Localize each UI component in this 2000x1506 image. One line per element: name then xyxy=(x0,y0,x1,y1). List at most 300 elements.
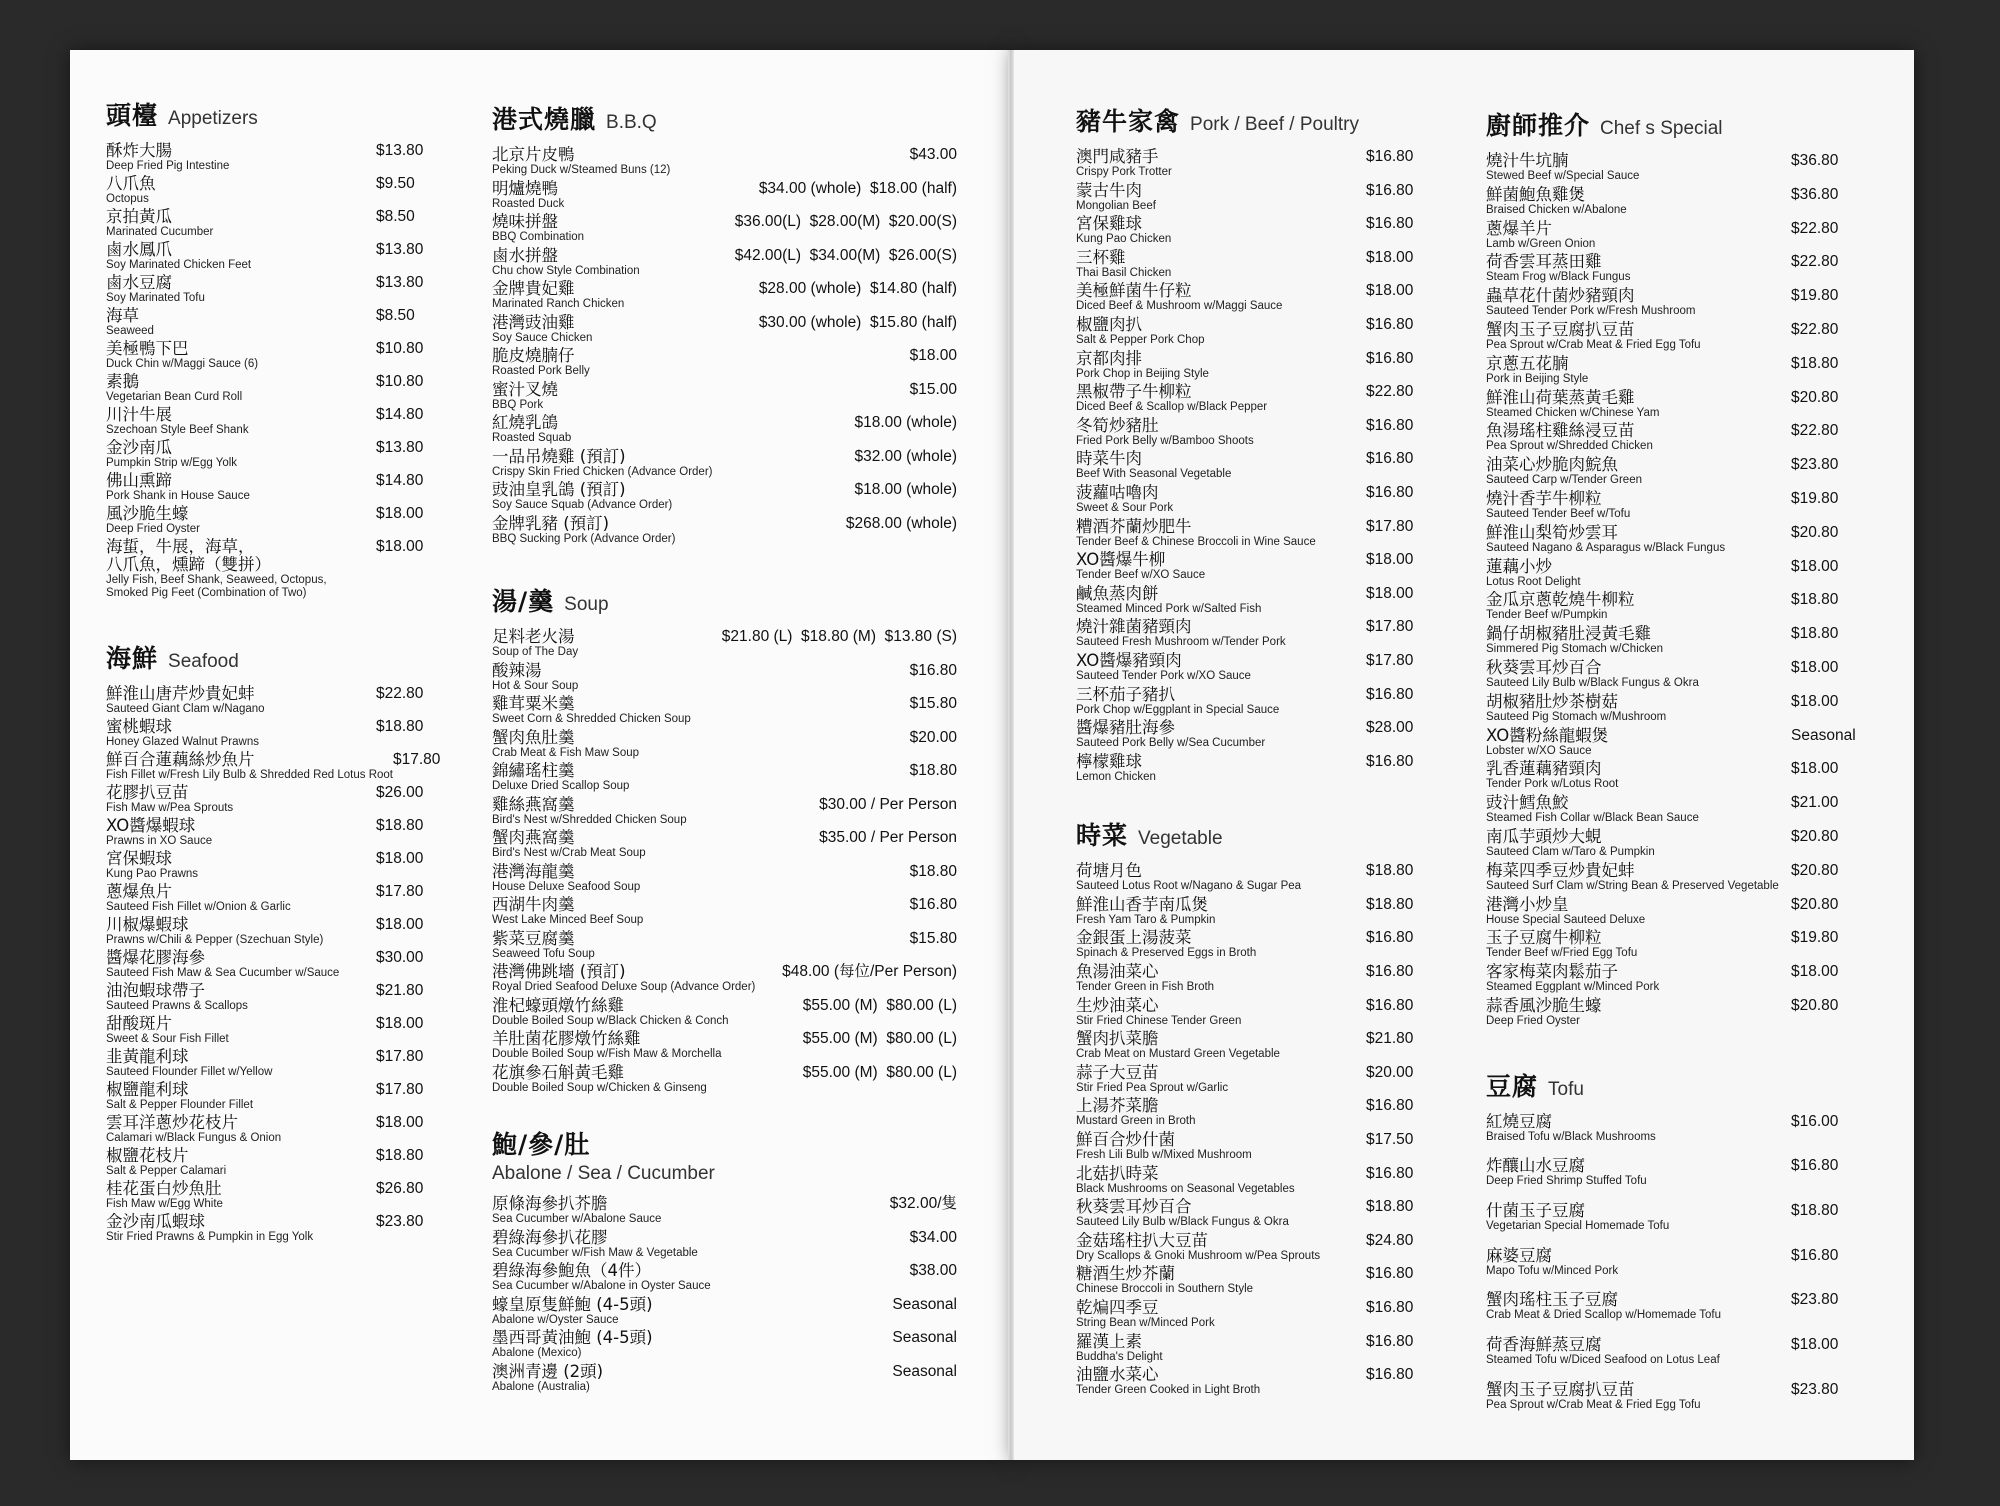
menu-item xyxy=(106,340,446,373)
menu-item-price: $34.00 (whole) $18.00 (half) xyxy=(758,179,957,197)
menu-item-english-name: Stir Fried Prawns & Pumpkin in Egg Yolk xyxy=(106,1230,314,1243)
menu-item xyxy=(106,1114,446,1147)
menu-item-chinese-name: 胡椒豬肚炒茶樹菇 xyxy=(1486,691,1618,711)
menu-item-price: $20.00 xyxy=(909,728,957,746)
menu-item xyxy=(492,796,957,830)
menu-item-price: $48.00 (每位/Per Person) xyxy=(782,963,957,980)
menu-item-price: $20.80 xyxy=(1791,996,1839,1014)
menu-item-english-name: Pork Chop w/Eggplant in Special Sauce xyxy=(1076,703,1280,716)
menu-item-names xyxy=(1486,524,1725,555)
menu-item-names xyxy=(1486,727,1608,758)
menu-item xyxy=(1486,997,1871,1031)
menu-item xyxy=(1076,316,1436,350)
menu-item-names xyxy=(106,307,154,338)
menu-item-english-name: Deep Fried Oyster xyxy=(106,523,200,535)
menu-item-chinese-name: 鹹魚蒸肉餅 xyxy=(1076,583,1159,603)
menu-item xyxy=(106,1048,446,1081)
menu-item-names xyxy=(492,1296,653,1327)
menu-item-chinese-name: 金沙南瓜蝦球 xyxy=(106,1211,205,1231)
menu-item-english-name: Diced Beef & Mushroom w/Maggi Sauce xyxy=(1076,300,1283,313)
menu-item-names xyxy=(1486,625,1663,656)
menu-item xyxy=(1486,1247,1871,1292)
menu-item-chinese-name: 一品吊燒雞 (預訂) xyxy=(492,446,626,466)
section-title-chinese: 豆腐 xyxy=(1486,1071,1539,1101)
menu-item-names xyxy=(1076,484,1173,515)
menu-item-price: $20.00 xyxy=(1366,1063,1414,1081)
menu-item-english-name: Tender Pork w/Lotus Root xyxy=(1486,778,1619,791)
menu-item-price: $16.80 xyxy=(1366,416,1414,434)
menu-item-chinese-name: 港灣小炒皇 xyxy=(1486,894,1569,914)
menu-item-price: $21.80 xyxy=(376,981,424,999)
menu-item-english-name: Buddha's Delight xyxy=(1076,1350,1163,1363)
menu-item-names xyxy=(492,997,729,1028)
menu-item-names xyxy=(492,1363,603,1394)
menu-item-english-name: Tender Beef & Chinese Broccoli in Wine Sauce xyxy=(1076,535,1316,548)
menu-item-english-name: Vegetarian Special Homemade Tofu xyxy=(1486,1220,1670,1233)
menu-item-chinese-name: 油泡蝦球帶子 xyxy=(106,980,205,1000)
menu-item-price: Seasonal xyxy=(892,1362,957,1380)
menu-item-chinese-name-line-2: 八爪魚，燻蹄（雙拼） xyxy=(106,555,271,574)
menu-item xyxy=(1486,625,1871,659)
menu-item-names xyxy=(1076,1097,1196,1128)
menu-item-names xyxy=(1486,321,1701,352)
menu-item-chinese-name: 紅燒豆腐 xyxy=(1486,1111,1552,1131)
menu-item-price: $16.80 xyxy=(1366,1299,1414,1316)
menu-item-english-name: Bird's Nest w/Shredded Chicken Soup xyxy=(492,813,687,826)
menu-item-chinese-name: 乾煸四季豆 xyxy=(1076,1298,1159,1317)
menu-item-chinese-name: 花旗參石斛黃毛雞 xyxy=(492,1062,624,1082)
menu-item-chinese-name: 秋葵雲耳炒百合 xyxy=(1076,1197,1192,1217)
menu-item-chinese-name: 椒鹽花枝片 xyxy=(106,1145,189,1165)
menu-item-chinese-name: 南瓜芋頭炒大蜆 xyxy=(1486,826,1602,846)
menu-item xyxy=(492,896,957,930)
menu-item-price: $18.00 xyxy=(376,849,424,867)
menu-item xyxy=(492,247,957,281)
menu-item-price: $18.80 xyxy=(1791,591,1839,609)
menu-item-chinese-name: 川椒爆蝦球 xyxy=(106,914,189,934)
menu-item-chinese-name: 蓮藕小炒 xyxy=(1486,556,1552,576)
menu-item-english-name: Tender Beef w/Fried Egg Tofu xyxy=(1486,947,1638,960)
menu-item-chinese-name: 港灣豉油雞 xyxy=(492,312,575,332)
menu-item-price: $268.00 (whole) xyxy=(845,514,957,532)
menu-item-price: $14.80 xyxy=(376,406,424,423)
menu-item-price: $17.80 xyxy=(1366,651,1414,669)
menu-item-english-name: Soy Marinated Tofu xyxy=(106,292,205,304)
menu-item xyxy=(106,916,446,949)
menu-item-price: $16.80 xyxy=(1366,450,1414,468)
menu-item-english-name: Sauteed Tender Beef w/Tofu xyxy=(1486,507,1631,520)
menu-item-chinese-name: 明爐燒鴨 xyxy=(492,178,558,198)
menu-item xyxy=(1076,585,1436,619)
menu-item xyxy=(106,949,446,982)
section-heading xyxy=(1486,1067,1871,1103)
section-title-chinese: 豬牛家禽 xyxy=(1076,107,1181,136)
menu-item xyxy=(1076,551,1436,585)
menu-item-names xyxy=(492,1229,698,1260)
menu-item-english-name: Fresh Lili Bulb w/Mixed Mushroom xyxy=(1076,1149,1252,1162)
menu-item-chinese-name: 冬筍炒豬肚 xyxy=(1076,415,1159,435)
menu-item xyxy=(492,1229,957,1263)
menu-item-english-name: Seaweed xyxy=(106,325,154,337)
menu-item-price: $16.80 xyxy=(1366,996,1414,1014)
menu-item-chinese-name: 韭黃龍利球 xyxy=(106,1046,189,1066)
section-title-english: Soup xyxy=(564,594,609,615)
section-heading xyxy=(106,96,446,132)
menu-item-names xyxy=(1076,753,1156,784)
menu-item-names xyxy=(1076,551,1205,582)
menu-item xyxy=(106,406,446,439)
menu-section xyxy=(492,582,957,1097)
menu-item xyxy=(1076,1165,1436,1199)
menu-item-english-name: Tender Beef w/XO Sauce xyxy=(1076,569,1206,582)
menu-item-price: $18.00 xyxy=(376,505,424,522)
menu-item xyxy=(492,729,957,763)
menu-item-english-name: Lotus Root Delight xyxy=(1486,575,1581,588)
menu-item xyxy=(1076,249,1436,283)
menu-item-english-name: Sauteed Pig Stomach w/Mushroom xyxy=(1486,710,1667,723)
menu-item-price: $16.80 xyxy=(1366,685,1414,703)
menu-item-chinese-name: 鹵水豆腐 xyxy=(106,273,172,292)
menu-item-english-name: Crab Meat & Dried Scallop w/Homemade Tofu xyxy=(1486,1309,1722,1322)
menu-item-english-name: Black Mushrooms on Seasonal Vegetables xyxy=(1076,1182,1295,1195)
menu-item xyxy=(1076,896,1436,930)
menu-item-names xyxy=(1076,1064,1228,1095)
menu-item-english-name: Deep Fried Shrimp Stuffed Tofu xyxy=(1486,1175,1647,1188)
section-title-english: Abalone / Sea / Cucumber xyxy=(492,1163,715,1184)
menu-item-english-name: Honey Glazed Walnut Prawns xyxy=(106,735,259,748)
menu-item-price: $18.00 xyxy=(1791,658,1839,676)
menu-item-english-name: Pea Sprout w/Crab Meat & Fried Egg Tofu xyxy=(1486,1398,1701,1411)
menu-item xyxy=(1486,828,1871,862)
menu-item-english-name: Pumpkin Strip w/Egg Yolk xyxy=(106,457,238,469)
menu-item-price: $28.00 xyxy=(1366,719,1414,737)
menu-item xyxy=(106,538,446,601)
menu-item-names xyxy=(1076,719,1265,750)
menu-item-price: $17.80 xyxy=(376,1047,424,1065)
menu-item-english-name: Double Boiled Soup w/Chicken & Ginseng xyxy=(492,1081,707,1094)
menu-item xyxy=(106,784,446,817)
menu-item-english-name: Calamari w/Black Fungus & Onion xyxy=(106,1131,282,1144)
menu-item-english-name: Marinated Ranch Chicken xyxy=(492,298,625,310)
menu-item xyxy=(106,472,446,505)
menu-item-price: $21.80 xyxy=(1366,1030,1414,1048)
menu-item-english-name: Mapo Tofu w/Minced Pork xyxy=(1486,1264,1619,1277)
menu-item-price: $16.00 xyxy=(1791,1112,1839,1130)
menu-item-names xyxy=(106,340,258,371)
menu-item-english-name: Soy Sauce Chicken xyxy=(492,331,593,344)
menu-item-english-name: Braised Chicken w/Abalone xyxy=(1486,203,1627,216)
menu-item-names xyxy=(1076,652,1251,683)
menu-item-english-name: Crispy Pork Trotter xyxy=(1076,166,1172,178)
menu-item-price: $16.80 xyxy=(1366,752,1414,770)
menu-item-english-name: Steamed Fish Collar w/Black Bean Sauce xyxy=(1486,812,1699,825)
menu-item-chinese-name: 甜酸斑片 xyxy=(106,1013,172,1033)
menu-item-names xyxy=(492,896,643,927)
menu-item-english-name: Bird's Nest w/Crab Meat Soup xyxy=(492,847,646,859)
menu-item-price: $36.80 xyxy=(1791,185,1839,203)
menu-item-price: $55.00 (M) $80.00 (L) xyxy=(802,1030,957,1047)
menu-item-english-name: West Lake Minced Beef Soup xyxy=(492,914,644,926)
menu-item-chinese-name: 金牌貴妃雞 xyxy=(492,279,575,298)
menu-item xyxy=(492,213,957,247)
menu-item xyxy=(1486,558,1871,592)
menu-item-names xyxy=(492,729,639,760)
menu-item-english-name: Abalone w/Oyster Sauce xyxy=(492,1313,619,1326)
menu-item-names xyxy=(1076,249,1171,280)
menu-item xyxy=(106,505,446,538)
menu-item-chinese-name: 金沙南瓜 xyxy=(106,438,172,457)
menu-item-english-name: Pea Sprout w/Crab Meat & Fried Egg Tofu xyxy=(1486,338,1701,351)
menu-item-english-name: Salt & Pepper Flounder Fillet xyxy=(106,1098,254,1111)
menu-item-chinese-name: 蜜桃蝦球 xyxy=(106,716,172,736)
menu-item-price: $18.80 xyxy=(1791,354,1839,372)
menu-item xyxy=(1486,794,1871,828)
menu-item xyxy=(1076,929,1436,963)
menu-item-price: $10.80 xyxy=(376,340,424,357)
menu-section xyxy=(1486,106,1871,1031)
menu-item-names xyxy=(1076,1131,1252,1162)
menu-item-english-name: Mongolian Beef xyxy=(1076,199,1156,212)
menu-item-chinese-name: 桂花蛋白炒魚肚 xyxy=(106,1178,222,1198)
menu-item-chinese-name: 魚湯油菜心 xyxy=(1076,962,1159,982)
section-title-english: Chef s Special xyxy=(1600,118,1723,139)
menu-item-chinese-name: 八爪魚 xyxy=(106,174,156,193)
menu-item-english-name: Jelly Fish, Beef Shank, Seaweed, Octopus, xyxy=(106,574,327,586)
menu-item-english-name: Prawns in XO Sauce xyxy=(106,834,213,847)
menu-item-names xyxy=(1486,591,1635,622)
menu-item-english-name: Sauteed Surf Clam w/String Bean & Preserved Vegetable xyxy=(1486,879,1779,892)
menu-item xyxy=(492,628,957,662)
menu-item-english-name: Beef With Seasonal Vegetable xyxy=(1076,468,1232,481)
menu-item-names xyxy=(492,1195,661,1226)
section-title-chinese: 時菜 xyxy=(1076,821,1129,851)
menu-item-names xyxy=(106,982,248,1013)
menu-item-price: $18.00 (whole) xyxy=(854,481,957,498)
menu-item-price: $13.80 xyxy=(376,142,424,159)
menu-item-names xyxy=(106,505,200,536)
menu-item-english-name: Soy Marinated Chicken Feet xyxy=(106,259,252,271)
menu-item-chinese-name: 海草 xyxy=(106,306,139,325)
menu-item-price: $18.00 xyxy=(1791,760,1839,778)
menu-item xyxy=(1486,389,1871,423)
menu-item-price: $15.80 xyxy=(909,695,957,712)
menu-item xyxy=(492,1329,957,1363)
menu-item-chinese-name: 碧綠海參扒花膠 xyxy=(492,1227,608,1247)
menu-item-chinese-name: 美極鴨下巴 xyxy=(106,339,189,358)
menu-item-price: $18.80 xyxy=(909,862,957,880)
menu-item-price: $22.80 xyxy=(1366,383,1414,401)
menu-item-names xyxy=(106,142,229,173)
menu-section xyxy=(1076,816,1436,1400)
menu-item-price: $20.80 xyxy=(1791,523,1839,541)
menu-item-english-name: Stir Fried Pea Sprout w/Garlic xyxy=(1076,1081,1229,1094)
section-heading xyxy=(492,582,957,618)
menu-item-english-name: Hot & Sour Soup xyxy=(492,679,579,692)
menu-item-chinese-name: 風沙脆生蠔 xyxy=(106,504,189,523)
menu-item-names xyxy=(1076,585,1261,616)
menu-item-chinese-name: 金瓜京蔥乾燒牛柳粒 xyxy=(1486,590,1635,610)
menu-item xyxy=(1076,1366,1436,1400)
menu-item-english-name: Sauteed Prawns & Scallops xyxy=(106,999,248,1012)
menu-item xyxy=(1076,518,1436,552)
menu-item-chinese-name: XO醬爆蝦球 xyxy=(106,815,196,835)
menu-item-english-name: Sauteed Tender Pork w/XO Sauce xyxy=(1076,669,1251,682)
menu-item-price: $42.00(L) $34.00(M) $26.00(S) xyxy=(734,246,957,264)
menu-item-english-name: Stir Fried Chinese Tender Green xyxy=(1076,1014,1242,1027)
section-heading xyxy=(492,100,957,136)
menu-item-price: $23.80 xyxy=(376,1212,424,1230)
menu-item-names xyxy=(1486,152,1639,183)
menu-item xyxy=(1486,963,1871,997)
menu-item-chinese-name: 美極鮮菌牛仔粒 xyxy=(1076,281,1192,301)
menu-item xyxy=(106,373,446,406)
menu-item-chinese-name: 紅燒乳鴿 xyxy=(492,413,558,432)
menu-item-chinese-name: 菠蘿咕嚕肉 xyxy=(1076,482,1159,502)
menu-item-chinese-name: 澳洲青邊 (2頭) xyxy=(492,1361,604,1381)
menu-item-names xyxy=(492,347,590,378)
menu-item-english-name: Thai Basil Chicken xyxy=(1076,266,1172,279)
menu-item-price: $16.80 xyxy=(909,661,957,679)
menu-item-price: $16.80 xyxy=(1791,1246,1839,1264)
menu-item-english-name: Abalone (Australia) xyxy=(492,1380,590,1393)
menu-item-chinese-name: 西湖牛肉羹 xyxy=(492,895,575,914)
menu-item-english-name: Tender Green in Fish Broth xyxy=(1076,981,1215,994)
menu-item-names xyxy=(1076,1265,1253,1296)
menu-item-names xyxy=(1486,1157,1647,1188)
menu-item-chinese-name: 燒汁牛坑腩 xyxy=(1486,151,1569,170)
menu-item xyxy=(106,751,446,784)
menu-item-chinese-name: 羊肚菌花膠燉竹絲雞 xyxy=(492,1029,641,1048)
menu-item xyxy=(492,146,957,180)
menu-item-english-name: Sauteed Tender Pork w/Fresh Mushroom xyxy=(1486,305,1696,318)
menu-item-names xyxy=(106,718,259,749)
menu-item-chinese-name: 海蜇，牛展，海草， xyxy=(106,537,255,556)
menu-item-names xyxy=(492,1329,653,1360)
menu-item-chinese-name: 金銀蛋上湯菠菜 xyxy=(1076,928,1192,948)
menu-item-price: $22.80 xyxy=(1791,320,1839,338)
menu-item-english-name: Lobster w/XO Sauce xyxy=(1486,744,1592,757)
menu-item xyxy=(106,175,446,208)
menu-item-english-name: Octopus xyxy=(106,193,149,205)
section-heading xyxy=(492,1125,957,1185)
menu-item-price: $26.80 xyxy=(376,1179,424,1197)
menu-item xyxy=(1486,220,1871,254)
menu-item-names xyxy=(106,949,339,980)
menu-item-names xyxy=(492,628,578,659)
menu-item-chinese-name: 豉油皇乳鴿 (預訂) xyxy=(492,480,626,499)
menu-item-price: $18.80 xyxy=(376,717,424,735)
menu-item-price: $18.00 xyxy=(909,347,957,364)
menu-item xyxy=(492,481,957,515)
menu-item xyxy=(1486,1291,1871,1336)
menu-item-names xyxy=(1486,253,1630,284)
menu-item-names xyxy=(1076,686,1279,717)
menu-item-names xyxy=(1486,1247,1618,1278)
menu-section xyxy=(1486,1067,1871,1426)
menu-item xyxy=(1486,862,1871,896)
menu-item xyxy=(1076,1299,1436,1333)
menu-item-names xyxy=(492,762,629,793)
menu-item-chinese-name: 糖酒生炒芥蘭 xyxy=(1076,1264,1175,1284)
menu-item-price: $13.80 xyxy=(376,274,424,291)
menu-item xyxy=(1076,1265,1436,1299)
menu-item-english-name: Double Boiled Soup w/Black Chicken & Conch xyxy=(492,1014,729,1027)
menu-item-chinese-name: 梅菜四季豆炒貴妃蚌 xyxy=(1486,860,1635,880)
menu-item-chinese-name: 京蔥五花腩 xyxy=(1486,353,1569,373)
menu-item-price: $36.80 xyxy=(1791,152,1839,169)
menu-item-english-name: BBQ Sucking Pork (Advance Order) xyxy=(492,532,676,545)
menu-item-names xyxy=(106,406,249,437)
menu-item-names xyxy=(492,414,571,445)
menu-item-chinese-name: 什菌玉子豆腐 xyxy=(1486,1201,1585,1221)
menu-item-names xyxy=(106,685,265,716)
menu-item-names xyxy=(106,1180,223,1211)
menu-item xyxy=(492,1262,957,1296)
menu-item-price: $21.00 xyxy=(1791,794,1839,812)
menu-item-price: $16.80 xyxy=(1366,483,1414,501)
menu-item xyxy=(492,863,957,897)
menu-item xyxy=(492,381,957,415)
menu-item-chinese-name: 麻婆豆腐 xyxy=(1486,1245,1552,1265)
menu-item-names xyxy=(492,930,595,961)
menu-item-names xyxy=(1076,417,1254,448)
menu-item-names xyxy=(1076,1232,1320,1263)
menu-item-english-name: Sauteed Nagano & Asparagus w/Black Fungus xyxy=(1486,541,1726,554)
menu-item-chinese-name: 蟹肉燕窩羹 xyxy=(492,828,575,847)
menu-item-chinese-name: 脆皮燒腩仔 xyxy=(492,346,575,365)
menu-item-english-name: Sauteed Carp w/Tender Green xyxy=(1486,474,1642,487)
menu-item-price: $16.80 xyxy=(1366,1366,1414,1384)
menu-item xyxy=(492,314,957,348)
menu-item-english-name: Diced Beef & Scallop w/Black Pepper xyxy=(1076,401,1268,414)
menu-item xyxy=(1486,659,1871,693)
menu-item-english-name: Fish Maw w/Egg White xyxy=(106,1197,223,1210)
section-title-chinese: 湯/羹 xyxy=(492,587,555,616)
menu-item-price: $16.80 xyxy=(1366,1164,1414,1182)
menu-item-names xyxy=(1486,490,1630,521)
menu-item-chinese-name: 醬爆花膠海參 xyxy=(106,947,205,967)
menu-item-chinese-name: 墨西哥黃油鮑 (4-5頭) xyxy=(492,1328,653,1347)
menu-item-chinese-name: 鮮淮山梨筍炒雲耳 xyxy=(1486,522,1618,542)
menu-item-price: $30.00 (whole) $15.80 (half) xyxy=(758,313,957,331)
menu-item-price: Seasonal xyxy=(892,1295,957,1313)
menu-item-price: Seasonal xyxy=(1791,726,1856,744)
menu-item-chinese-name: 蔥爆魚片 xyxy=(106,881,172,901)
menu-item-names xyxy=(1076,963,1214,994)
menu-item xyxy=(106,850,446,883)
menu-item-english-name: Sea Cucumber w/Abalone in Oyster Sauce xyxy=(492,1280,711,1292)
menu-item-names xyxy=(106,439,237,470)
menu-item xyxy=(492,963,957,997)
menu-item-english-name: Sauteed Clam w/Taro & Pumpkin xyxy=(1486,845,1655,858)
menu-item xyxy=(1076,282,1436,316)
menu-item-chinese-name: 京都肉排 xyxy=(1076,348,1142,368)
menu-item-english-name: Sauteed Giant Clam w/Nagano xyxy=(106,702,265,715)
menu-item-price: $17.80 xyxy=(1366,517,1414,535)
menu-item-chinese-name: 原條海參扒芥膽 xyxy=(492,1194,608,1213)
menu-item-names xyxy=(492,796,687,827)
menu-item-price: $16.80 xyxy=(1366,148,1414,165)
menu-item-chinese-name: 港灣海龍羹 xyxy=(492,861,575,881)
menu-item xyxy=(1486,1336,1871,1381)
menu-item-price: $18.00 xyxy=(376,1014,424,1032)
menu-item-english-name: Roasted Pork Belly xyxy=(492,365,590,377)
menu-item-english-name: Crab Meat & Fish Maw Soup xyxy=(492,746,640,759)
menu-item-english-name: Chinese Broccoli in Southern Style xyxy=(1076,1283,1254,1296)
menu-item-price: $18.80 xyxy=(909,762,957,779)
menu-item-names xyxy=(106,538,327,600)
menu-item xyxy=(1076,350,1436,384)
